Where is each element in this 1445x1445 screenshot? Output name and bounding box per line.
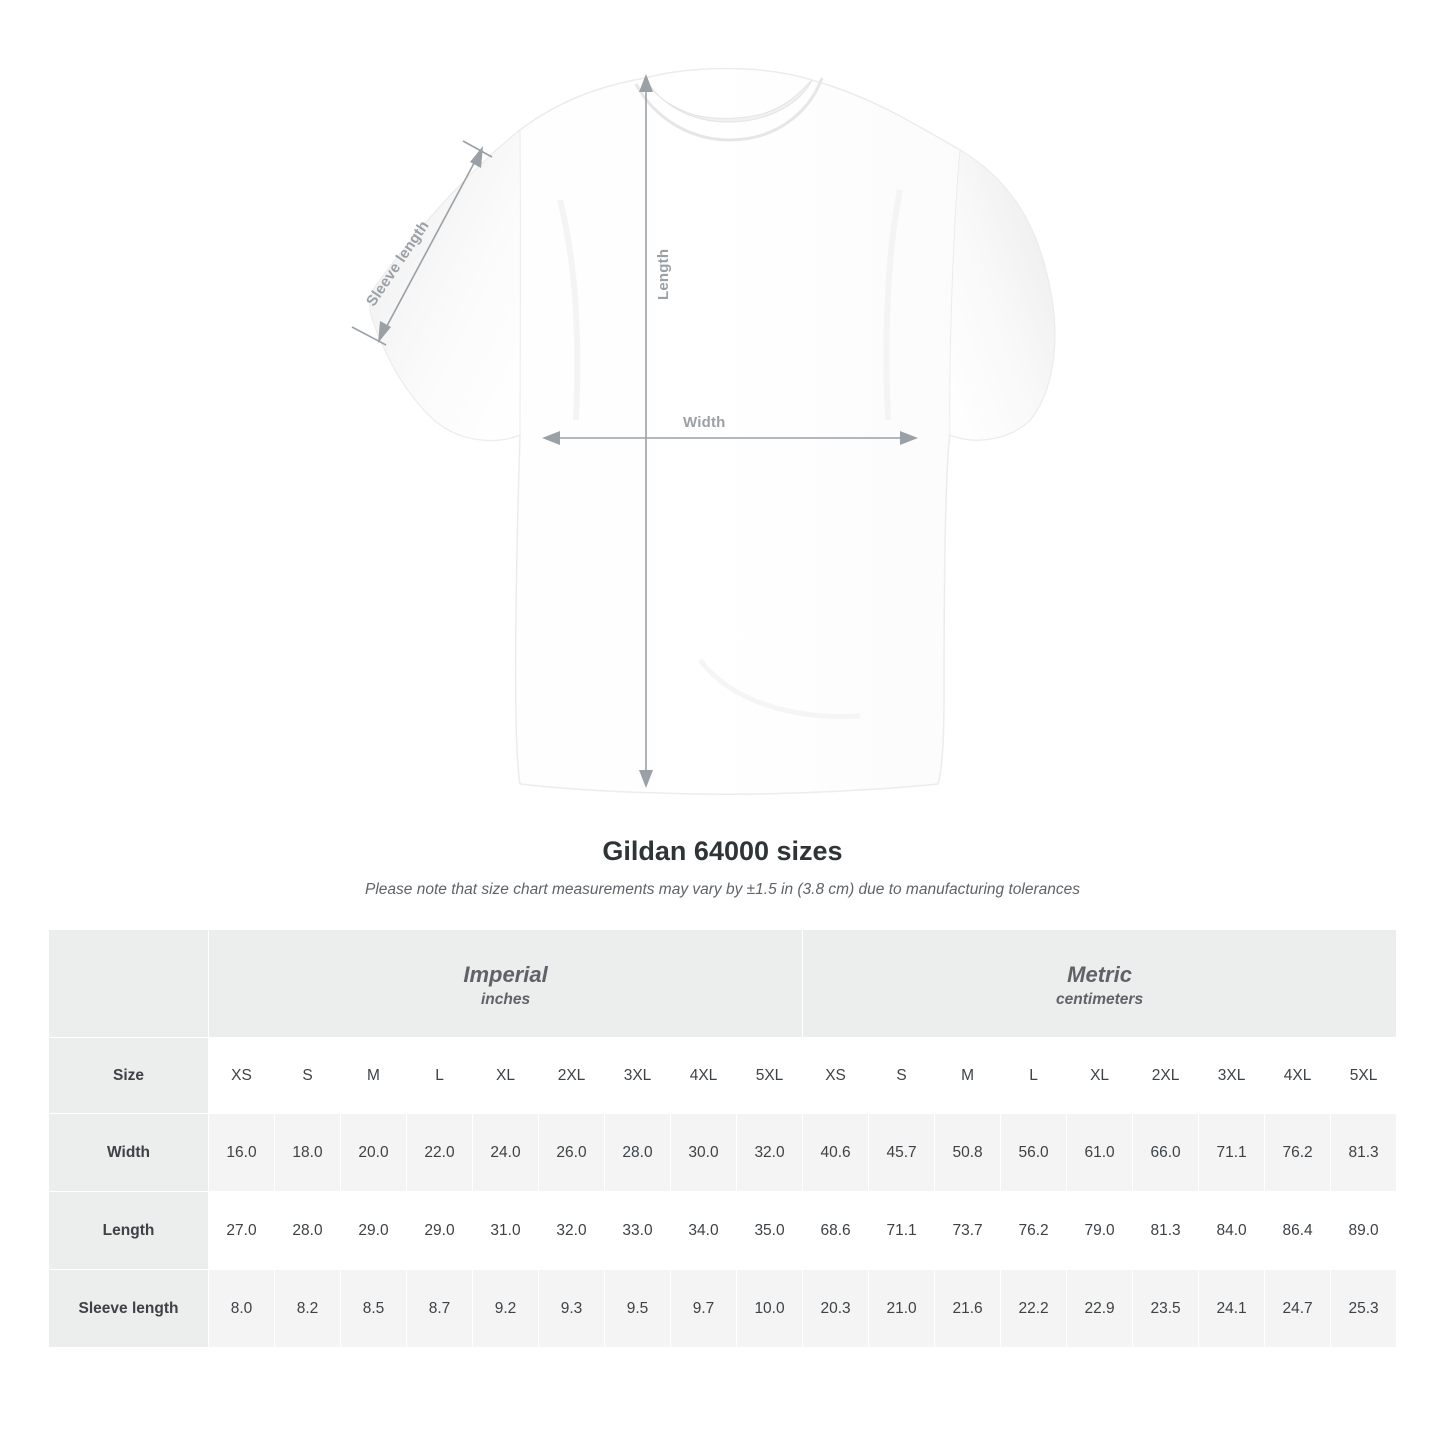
size-column-header: 4XL xyxy=(671,1038,737,1114)
size-column-header: S xyxy=(869,1038,935,1114)
table-cell: 24.7 xyxy=(1265,1270,1331,1348)
table-cell: 32.0 xyxy=(737,1114,803,1192)
size-column-header: XS xyxy=(209,1038,275,1114)
tolerance-note: Please note that size chart measurements may vary by ±1.5 in (3.8 cm) due to manufacturing tolerances xyxy=(365,881,1080,898)
row-header-width: Width xyxy=(49,1114,209,1192)
unit-group-imperial xyxy=(209,930,803,1038)
table-cell: 73.7 xyxy=(935,1192,1001,1270)
table-cell: 22.9 xyxy=(1067,1270,1133,1348)
table-cell: 22.2 xyxy=(1001,1270,1067,1348)
size-chart-table xyxy=(48,929,1397,1348)
row-header-size: Size xyxy=(49,1038,209,1114)
size-column-header: XS xyxy=(803,1038,869,1114)
table-cell: 86.4 xyxy=(1265,1192,1331,1270)
table-cell: 21.6 xyxy=(935,1270,1001,1348)
table-cell: 79.0 xyxy=(1067,1192,1133,1270)
table-cell: 9.7 xyxy=(671,1270,737,1348)
table-row xyxy=(49,1270,1397,1348)
table-cell: 40.6 xyxy=(803,1114,869,1192)
table-cell: 50.8 xyxy=(935,1114,1001,1192)
table-cell: 71.1 xyxy=(1199,1114,1265,1192)
size-column-header: 3XL xyxy=(605,1038,671,1114)
size-header-row xyxy=(49,1038,1397,1114)
table-cell: 24.1 xyxy=(1199,1270,1265,1348)
size-column-header: XL xyxy=(473,1038,539,1114)
table-cell: 32.0 xyxy=(539,1192,605,1270)
table-cell: 89.0 xyxy=(1331,1192,1397,1270)
table-cell: 21.0 xyxy=(869,1270,935,1348)
row-header-length: Length xyxy=(49,1192,209,1270)
table-cell: 22.0 xyxy=(407,1114,473,1192)
table-cell: 68.6 xyxy=(803,1192,869,1270)
table-cell: 29.0 xyxy=(341,1192,407,1270)
size-column-header: M xyxy=(935,1038,1001,1114)
unit-group-metric-name: Metric xyxy=(1067,962,1132,987)
table-cell: 9.5 xyxy=(605,1270,671,1348)
table-cell: 9.3 xyxy=(539,1270,605,1348)
table-cell: 84.0 xyxy=(1199,1192,1265,1270)
table-cell: 20.0 xyxy=(341,1114,407,1192)
sleeve-length-dimension-label: Sleeve length xyxy=(363,217,433,310)
table-cell: 23.5 xyxy=(1133,1270,1199,1348)
unit-group-metric-unit: centimeters xyxy=(1056,991,1144,1008)
table-cell: 25.3 xyxy=(1331,1270,1397,1348)
table-cell: 34.0 xyxy=(671,1192,737,1270)
width-dimension-label: Width xyxy=(683,414,726,431)
size-column-header: L xyxy=(407,1038,473,1114)
table-cell: 31.0 xyxy=(473,1192,539,1270)
unit-group-imperial-name: Imperial xyxy=(463,962,548,987)
table-corner-cell xyxy=(49,930,209,1038)
unit-group-imperial-unit: inches xyxy=(480,991,531,1008)
row-header-sleeve-length: Sleeve length xyxy=(49,1270,209,1348)
size-column-header: 2XL xyxy=(1133,1038,1199,1114)
shirt-sleeve-right xyxy=(950,150,1055,440)
size-column-header: S xyxy=(275,1038,341,1114)
table-cell: 56.0 xyxy=(1001,1114,1067,1192)
table-cell: 28.0 xyxy=(275,1192,341,1270)
table-cell: 30.0 xyxy=(671,1114,737,1192)
unit-group-header-row xyxy=(49,930,1397,1038)
table-cell: 71.1 xyxy=(869,1192,935,1270)
table-cell: 35.0 xyxy=(737,1192,803,1270)
size-column-header: M xyxy=(341,1038,407,1114)
table-cell: 24.0 xyxy=(473,1114,539,1192)
page-title: Gildan 64000 sizes xyxy=(602,836,843,866)
table-cell: 8.5 xyxy=(341,1270,407,1348)
table-cell: 8.7 xyxy=(407,1270,473,1348)
table-cell: 8.2 xyxy=(275,1270,341,1348)
size-column-header: L xyxy=(1001,1038,1067,1114)
size-column-header: 5XL xyxy=(1331,1038,1397,1114)
table-cell: 33.0 xyxy=(605,1192,671,1270)
table-cell: 9.2 xyxy=(473,1270,539,1348)
table-cell: 76.2 xyxy=(1265,1114,1331,1192)
table-cell: 20.3 xyxy=(803,1270,869,1348)
table-cell: 61.0 xyxy=(1067,1114,1133,1192)
unit-group-metric xyxy=(803,930,1397,1038)
table-cell: 18.0 xyxy=(275,1114,341,1192)
table-cell: 28.0 xyxy=(605,1114,671,1192)
size-column-header: 5XL xyxy=(737,1038,803,1114)
table-cell: 8.0 xyxy=(209,1270,275,1348)
table-cell: 29.0 xyxy=(407,1192,473,1270)
table-cell: 76.2 xyxy=(1001,1192,1067,1270)
size-column-header: 3XL xyxy=(1199,1038,1265,1114)
table-cell: 81.3 xyxy=(1331,1114,1397,1192)
size-column-header: XL xyxy=(1067,1038,1133,1114)
size-chart-table-wrap xyxy=(48,929,1397,1348)
table-cell: 27.0 xyxy=(209,1192,275,1270)
table-cell: 16.0 xyxy=(209,1114,275,1192)
table-cell: 45.7 xyxy=(869,1114,935,1192)
table-cell: 81.3 xyxy=(1133,1192,1199,1270)
table-cell: 10.0 xyxy=(737,1270,803,1348)
table-row xyxy=(49,1114,1397,1192)
size-column-header: 4XL xyxy=(1265,1038,1331,1114)
table-cell: 66.0 xyxy=(1133,1114,1199,1192)
length-dimension-label: Length xyxy=(655,248,672,300)
table-cell: 26.0 xyxy=(539,1114,605,1192)
title-block xyxy=(0,836,1445,899)
size-column-header: 2XL xyxy=(539,1038,605,1114)
table-row xyxy=(49,1192,1397,1270)
